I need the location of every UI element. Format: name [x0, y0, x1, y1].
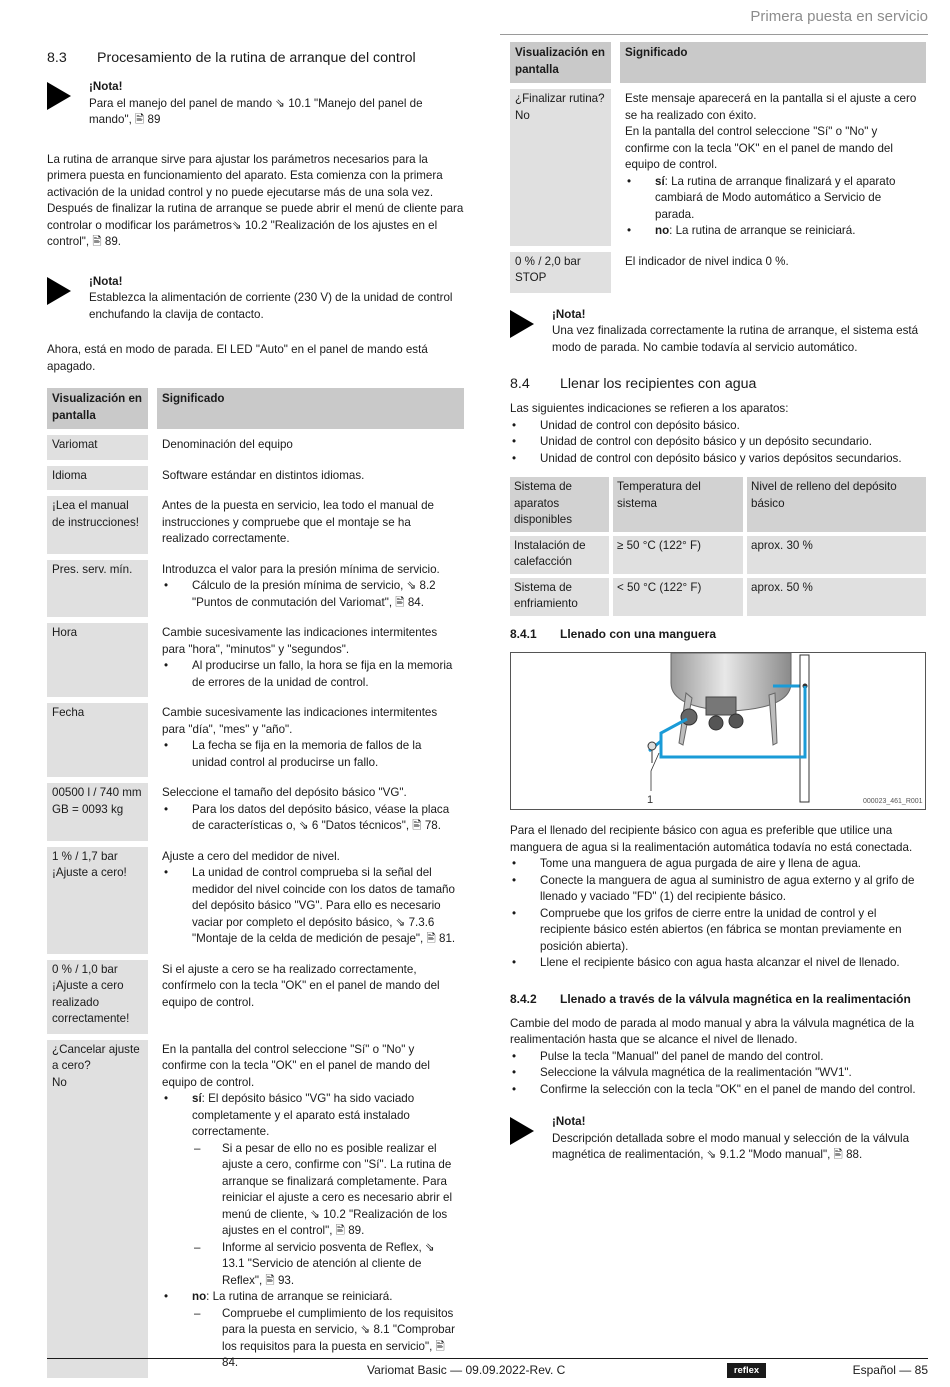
row-key-line: 0 % / 1,0 bar: [52, 962, 118, 976]
table-cell: aprox. 30 %: [747, 536, 926, 574]
bullet-item: • Para los datos del depósito básico, véase la placa de características o, ⇘ 6 "Datos técnicos", 🖹 78.: [162, 802, 459, 835]
row-text: Este mensaje aparecerá en la pantalla si el ajuste a cero se ha realizado con éxito.: [625, 92, 917, 122]
footer-rule: [47, 1358, 928, 1359]
row-text: Cambie sucesivamente las indicaciones intermitentes para "hora", "minutos" y "segundos".: [162, 626, 438, 656]
heading-text: Procesamiento de la rutina de arranque del control: [97, 50, 416, 66]
note-arrow-icon: [47, 277, 71, 305]
row-text: Cambie sucesivamente las indicaciones intermitentes para "día", "mes" y "año".: [162, 706, 438, 736]
section-heading-8-4: [510, 374, 926, 394]
list-item: • Unidad de control con depósito básico y varios depósitos secundarios.: [510, 451, 926, 468]
row-key-line: 1 % / 1,7 bar: [52, 849, 118, 863]
col-header-display: Visualización en pantalla: [47, 388, 148, 429]
right-column-lower: [510, 823, 926, 1164]
row-key: [510, 252, 611, 293]
running-header: Primera puesta en servicio: [750, 8, 928, 25]
table-row: [47, 1040, 464, 1378]
col-header-meaning: Significado: [620, 42, 926, 83]
figure-callout-label: 1: [647, 794, 654, 806]
note-label: ¡Nota!: [552, 1115, 586, 1128]
heading-number: 8.3: [47, 50, 67, 66]
bullet-item-no: [625, 223, 921, 240]
vessel-illustration: [511, 653, 925, 809]
col-header-meaning: Significado: [157, 388, 464, 429]
intro-paragraph: La rutina de arranque sirve para ajustar los parámetros necesarios para la primera puesta en funcionamiento del aparato. Esta comienza con la primera activación de la unidad control y no puede ejecutarse más de una sola vez. Después de finalizar la rutina de arranque se puede abrir el menú de cliente para controlar o modificar los parámetros⇘ 10.2 "Realización de los ajustes en el control", 🖹 89.: [47, 152, 464, 248]
heading-number: 8.4.2: [510, 991, 537, 1006]
row-key: Pres. serv. mín.: [47, 560, 148, 618]
body-paragraph: Cambie del modo de parada al modo manual y abra la válvula magnética de la realimentación hasta que se alcance el nivel de llenado.: [510, 1016, 915, 1046]
bullet-text: : La rutina de arranque se reiniciará.: [669, 224, 856, 237]
col-header-display: Visualización en pantalla: [510, 42, 611, 83]
row-key: Idioma: [47, 466, 148, 491]
heading-text: Llenado con una manguera: [560, 627, 717, 641]
note-label: ¡Nota!: [89, 80, 123, 93]
figure-code: 000023_461_R001: [863, 798, 923, 805]
bullet-item-si: [625, 174, 921, 224]
table-cell: ≥ 50 °C (122° F): [613, 536, 743, 574]
row-key-line: ¿Finalizar rutina?: [515, 92, 605, 105]
row-key-line: STOP: [515, 271, 547, 284]
list-item: • Conecte la manguera de agua al suministro de agua externo y al grifo de llenado y vaciado "FD" (1) del recipiente básico.: [510, 873, 926, 906]
table-header-row: [47, 388, 464, 429]
table-row: [47, 435, 464, 460]
heading-text: Llenar los recipientes con agua: [560, 376, 757, 392]
bullet-text: : La rutina de arranque finalizará y el aparato cambiará de Modo automático a Servicio de parada.: [655, 174, 896, 221]
device-list: [510, 418, 926, 468]
fill-level-table: [506, 473, 930, 620]
bullet-item: • La fecha se fija en la memoria de fallos de la unidad control al producirse un fallo.: [162, 738, 459, 771]
note-label: ¡Nota!: [552, 307, 586, 321]
row-key-line: No: [515, 108, 530, 122]
table-cell: Sistema de enfriamiento: [510, 578, 609, 616]
left-column: [47, 48, 464, 1384]
col-header: Sistema de aparatos disponibles: [510, 477, 609, 532]
list-item: • Tome una manguera de agua purgada de aire y llena de agua.: [510, 856, 926, 873]
keyword: sí: [655, 174, 665, 188]
hose-fill-figure: [510, 652, 926, 810]
note-panel-reference: [47, 79, 464, 129]
table-row: [47, 466, 464, 491]
table-row: [510, 536, 926, 574]
note-text: Una vez finalizada correctamente la rutina de arranque, el sistema está modo de parada. No cambie todavía al servicio automático.: [552, 324, 919, 354]
note-manual-mode: [510, 1114, 926, 1164]
keyword: no: [192, 1290, 207, 1303]
row-value: [620, 89, 926, 246]
row-key-line: GB = 0093 kg: [52, 802, 124, 816]
table-header-row: [510, 42, 926, 83]
row-key: Fecha: [47, 703, 148, 777]
keyword: sí: [192, 1092, 202, 1105]
list-item: • Unidad de control con depósito básico.: [510, 418, 926, 435]
note-arrow-icon: [47, 82, 71, 110]
note-label: ¡Nota!: [89, 274, 123, 288]
note-text: Establezca la alimentación de corriente (230 V) de la unidad de control enchufando la clavija de contacto.: [89, 291, 453, 321]
note-arrow-icon: [510, 310, 534, 338]
valve-steps-list: [510, 1049, 926, 1099]
row-key-line: ¡Ajuste a cero realizado correctamente!: [52, 979, 130, 1025]
table-cell: aprox. 50 %: [747, 578, 926, 616]
startup-routine-table-cont: [510, 36, 926, 299]
table-row: [510, 252, 926, 293]
list-item: • Compruebe que los grifos de cierre entre la unidad de control y el recipiente básico estén abiertos (en fábrica se montan previamente en posición abierta).: [510, 906, 926, 956]
header-rule: [500, 34, 928, 35]
row-text: Introduzca el valor para la presión mínima de servicio.: [162, 562, 440, 576]
row-key: [47, 960, 148, 1034]
list-item: • Pulse la tecla "Manual" del panel de mando del control.: [510, 1049, 926, 1066]
row-value: Si el ajuste a cero se ha realizado correctamente, confírmelo con la tecla "OK" en el panel de mando del equipo de control.: [162, 962, 440, 1009]
row-value: El indicador de nivel indica 0 %.: [625, 254, 789, 268]
row-value: [157, 560, 464, 618]
bullet-item-si: [162, 1091, 459, 1289]
table-cell: < 50 °C (122° F): [613, 578, 743, 616]
bullet-item: • Cálculo de la presión mínima de servicio, ⇘ 8.2 "Puntos de conmutación del Variomat", 🖹 84.: [162, 578, 459, 611]
row-key-line: No: [52, 1075, 67, 1089]
table-row: [510, 578, 926, 616]
list-item: • Confirme la selección con la tecla "OK" en el panel de mando del control.: [510, 1082, 926, 1099]
section-intro: Las siguientes indicaciones se refieren a los aparatos:: [510, 402, 789, 415]
row-value: [157, 783, 464, 841]
table-row: [47, 703, 464, 777]
table-header-row: [510, 477, 926, 532]
row-value: [157, 847, 464, 954]
row-text: Seleccione el tamaño del depósito básico "VG".: [162, 786, 407, 799]
table-row: [47, 496, 464, 554]
list-item: • Llene el recipiente básico con agua hasta alcanzar el nivel de llenado.: [510, 955, 926, 972]
row-value: [157, 623, 464, 697]
table-row: [47, 623, 464, 697]
note-text: Para el manejo del panel de mando ⇘ 10.1 "Manejo del panel de mando", 🖹 89: [89, 96, 423, 126]
footer-document-info: Variomat Basic — 09.09.2022-Rev. C: [367, 1363, 566, 1377]
list-item: • Unidad de control con depósito básico y un depósito secundario.: [510, 434, 926, 451]
row-key-line: 00500 l / 740 mm: [52, 786, 142, 799]
section-heading-8-3: [47, 48, 464, 68]
row-text: Ajuste a cero del medidor de nivel.: [162, 849, 340, 863]
row-key: ¡Lea el manual de instrucciones!: [47, 496, 148, 554]
row-value: Software estándar en distintos idiomas.: [162, 468, 365, 482]
bullet-item-no: [162, 1289, 459, 1372]
row-key: Variomat: [47, 435, 148, 460]
table-row: [47, 783, 464, 841]
col-header: Nivel de relleno del depósito básico: [747, 477, 926, 532]
subsection-heading-8-4-2: [510, 991, 926, 1007]
dash-item: – Informe al servicio posventa de Reflex, ⇘ 13.1 "Servicio de atención al cliente de Reflex", 🖹 93.: [192, 1240, 459, 1290]
row-text: En la pantalla del control seleccione "Sí" o "No" y confirme con la tecla "OK" en el panel de mando del equipo de control.: [625, 125, 893, 171]
row-value: [157, 703, 464, 777]
dash-item: – Si a pesar de ello no es posible realizar el ajuste a cero, confirme con "Sí". La rutina de arranque se finalizará completamente. Para reiniciar el ajuste a cero es necesario abrir el menú de cliente, ⇘ 10.2 "Realización de los ajustes en el control", 🖹 89.: [192, 1141, 459, 1240]
keyword: no: [655, 224, 670, 237]
bullet-text: : El depósito básico "VG" ha sido vaciado completamente y el aparato está instalado correctamente.: [192, 1092, 415, 1138]
bullet-item: • Al producirse un fallo, la hora se fija en la memoria de errores de la unidad de control.: [162, 658, 459, 691]
row-key: [47, 847, 148, 954]
reflex-logo: reflex: [727, 1363, 766, 1378]
hose-steps-list: [510, 856, 926, 972]
heading-text: Llenado a través de la válvula magnética en la realimentación: [560, 991, 911, 1006]
subsection-heading-8-4-1: [510, 626, 716, 642]
note-routine-complete: [510, 307, 926, 357]
heading-number: 8.4: [510, 376, 530, 392]
col-header: Temperatura del sistema: [613, 477, 743, 532]
table-row: [510, 89, 926, 246]
row-key-line: 0 % / 2,0 bar: [515, 254, 581, 268]
row-key: [47, 783, 148, 841]
note-text: Descripción detallada sobre el modo manual y selección de la válvula magnética de realimentación, ⇘ 9.1.2 "Modo manual", 🖹 88.: [552, 1131, 910, 1161]
table-row: [47, 847, 464, 954]
startup-routine-table: [47, 382, 464, 1384]
heading-number: 8.4.1: [510, 627, 537, 641]
table-row: [47, 560, 464, 618]
bullet-text: : La rutina de arranque se reiniciará.: [206, 1290, 393, 1303]
list-item: • Seleccione la válvula magnética de la realimentación "WV1".: [510, 1065, 926, 1082]
body-paragraph: Para el llenado del recipiente básico con agua es preferible que utilice una manguera de agua si la realimentación automática todavía no está conectada.: [510, 824, 913, 854]
status-paragraph: Ahora, está en modo de parada. El LED "Auto" en el panel de mando está apagado.: [47, 343, 428, 373]
footer-page-number: Español — 85: [852, 1363, 928, 1377]
row-key: [47, 1040, 148, 1378]
row-value: Antes de la puesta en servicio, lea todo el manual de instrucciones y compruebe que el montaje se ha realizado correctamente.: [162, 499, 434, 545]
row-key: Hora: [47, 623, 148, 697]
table-cell: Instalación de calefacción: [510, 536, 609, 574]
note-arrow-icon: [510, 1117, 534, 1145]
row-key-line: ¡Ajuste a cero!: [52, 866, 127, 879]
bullet-item: • La unidad de control comprueba si la señal del medidor del nivel coincide con los datos de tamaño del depósito básico "VG". Para ello es necesario vaciar por completo el depósito básico, ⇘ 7.3.6 "Montaje de la celda de medición de pesaje", 🖹 81.: [162, 865, 459, 948]
table-row: [47, 960, 464, 1034]
note-power-supply: [47, 274, 464, 324]
row-key: [510, 89, 611, 246]
row-value: [157, 1040, 464, 1378]
row-key-line: ¿Cancelar ajuste a cero?: [52, 1042, 140, 1072]
dash-item: – Compruebe el cumplimiento de los requisitos para la puesta en servicio, ⇘ 8.1 "Comprobar los requisitos para la puesta en servicio", 🖹 84.: [192, 1306, 459, 1372]
row-value: Denominación del equipo: [162, 438, 293, 451]
right-column: [510, 42, 926, 620]
row-text: En la pantalla del control seleccione "Sí" o "No" y confirme con la tecla "OK" en el panel de mando del equipo de control.: [162, 1042, 430, 1089]
